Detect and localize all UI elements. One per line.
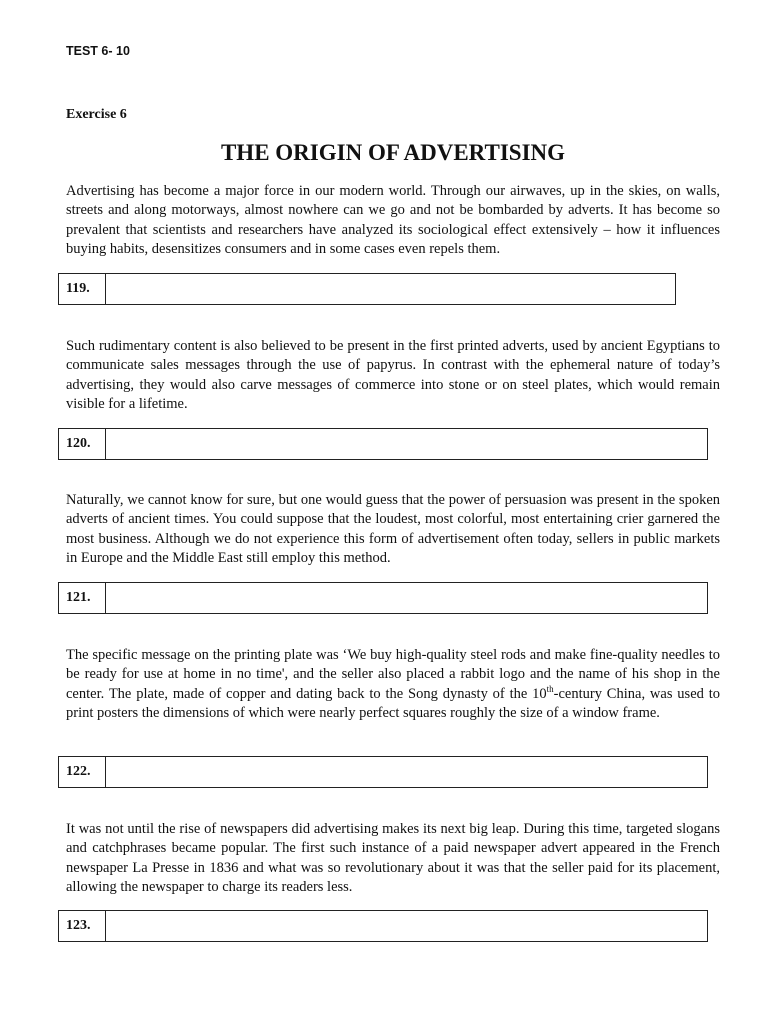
answer-box-122[interactable] <box>58 756 708 788</box>
page-title: THE ORIGIN OF ADVERTISING <box>220 140 566 165</box>
answer-field[interactable] <box>106 274 675 304</box>
paragraph-1: Advertising has become a major force in our modern world. Through our airwaves, up in the skies, on walls, streets and along motorways, almost nowhere can we go and not be bombarded by adverts. It has become so prevalent that scientists and researchers have analyzed its sociological effect extensively – how it influences buying habits, desensitizes consumers and in some cases even repels them. <box>66 183 720 258</box>
paragraph-2: Such rudimentary content is also believed to be present in the first printed adverts, used by ancient Egyptians to communicate sales messages through the use of papyrus. In contrast with the ephemeral nature of today’s advertising, they would also carve messages of commerce into stone or on steel plates, which would remain visible for a lifetime. <box>66 338 720 413</box>
paragraph-4-text-after: -century China, was used to print posters the dimensions of which were nearly perfect squares roughly the size of a window frame. <box>66 685 720 722</box>
paragraph-4 <box>66 646 720 724</box>
paragraph-3: Naturally, we cannot know for sure, but one would guess that the power of persuasion was present in the spoken adverts of ancient times. You could suppose that the loudest, most colorful, most entertaining crier garnered the most business. Although we do not experience this form of advertisement often today, sellers in public markets in Europe and the Middle East still employ this method. <box>66 492 720 567</box>
answer-field[interactable] <box>106 583 707 613</box>
answer-field[interactable] <box>106 911 707 941</box>
answer-box-121[interactable] <box>58 582 708 614</box>
superscript-th: th <box>546 683 554 694</box>
exercise-label: Exercise 6 <box>66 107 127 122</box>
answer-box-120[interactable] <box>58 428 708 460</box>
test-label: TEST 6- 10 <box>66 44 130 58</box>
paragraph-4-text-before: The specific message on the printing plate was ‘We buy high-quality steel rods and make fine-quality needles to be ready for use at home in no time', and the seller also placed a rabbit logo and the name of his shop in the center. The plate, made of copper and dating back to the Song dynasty of the 10 <box>66 647 720 702</box>
answer-number: 121. <box>59 583 106 613</box>
answer-number: 122. <box>59 757 106 787</box>
answer-number: 119. <box>59 274 106 304</box>
answer-field[interactable] <box>106 429 707 459</box>
answer-field[interactable] <box>106 757 707 787</box>
answer-box-119[interactable] <box>58 273 676 305</box>
answer-box-123[interactable] <box>58 910 708 942</box>
paragraph-5: It was not until the rise of newspapers did advertising makes its next big leap. During this time, targeted slogans and catchphrases became popular. The first such instance of a paid newspaper advert appeared in the French newspaper La Presse in 1836 and what was so revolutionary about it was that the seller paid for its placement, allowing the newspaper to charge its readers less. <box>66 821 720 896</box>
answer-number: 123. <box>59 911 106 941</box>
answer-number: 120. <box>59 429 106 459</box>
